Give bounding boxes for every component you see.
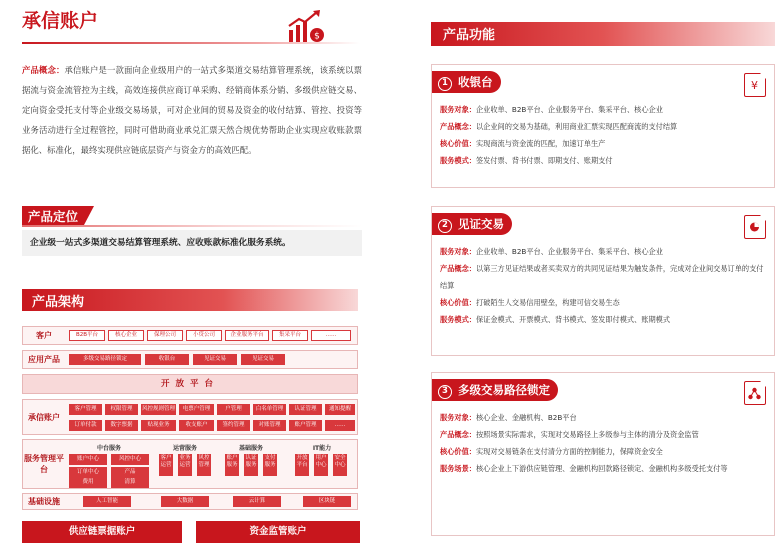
customers-label: 客户 [36,331,52,340]
functions-title: 产品功能 [443,28,496,43]
pie-doc-icon [744,215,766,239]
card-title [432,71,501,93]
card-line: 产品概念：按照场景实际需求，实现对交易路径上多级参与主体的清分及资金监管 [440,430,699,439]
feature-card-path-lock [431,372,775,536]
left-panel [0,0,375,559]
infra-chip: 区块链 [303,496,351,507]
module-chip: 认证管理 [289,404,322,415]
feature-card-cashier [431,64,775,188]
module-chip: 电票户管理 [179,404,214,415]
card-body [440,101,766,169]
card-title-text: 多级交易路径锁定 [458,383,550,397]
module-chip: 白名单管理 [253,404,286,415]
apps-label: 应用产品 [28,355,60,364]
card-line: 核心价值：打破陌生人交易信用壁垒，构建可信交易生态 [440,298,620,307]
page-title: 承信账户 [22,10,99,32]
module-chip: 数字票据 [105,420,138,431]
card-line: 服务模式：保证金模式、开票模式、背书模式、签发即付模式、账期模式 [440,315,671,324]
architecture-header [22,289,358,311]
service-chip: 账户服务 [225,454,239,476]
customer-chip: 核心企业 [108,330,144,341]
infra-chip: 云计算 [233,496,281,507]
module-chip: 户管理 [217,404,250,415]
card-body [440,409,766,477]
customer-chip: 小贷公司 [186,330,222,341]
infra-row [22,493,358,510]
right-panel [425,0,779,559]
app-chip: 多级交易路径锁定 [69,354,141,365]
card-number: 2 [438,219,452,233]
card-title [432,213,512,235]
service-chip: 客户运营 [159,454,173,476]
chengxin-row [22,399,358,435]
service-chip: 用户中心 [314,454,328,476]
group-title: IT能力 [312,445,332,452]
customer-chip: 集采平台 [272,330,308,341]
module-chip: 签约管理 [217,420,250,431]
customer-chip: …… [311,330,351,341]
intro-text: 承信账户是一款面向企业级用户的一站式多渠道交易结算管理系统，该系统以票据流与资金流管控为主线，高效连接供应商订单采购、经销商体系分销、多级供应链交易、定向资金受托支付等企业级交易场景，可对企业间的贸易及资金的收付结算、管控、投资等业务活动进行全过程管控，同时可借助商业承兑汇票天然合规优势帮助企业实现应收账款票据化、标准化，最终实现供应链底层资产与资金方的高效匹配。 [22,65,363,155]
functions-header [431,22,775,46]
service-chip: 订单中心 [69,467,107,478]
module-chip: 风控规则管理 [141,404,176,415]
card-body [440,243,766,328]
service-chip: 风控管理 [197,454,211,476]
customer-chip: 企业服务平台 [225,330,269,341]
service-chip: 清算 [111,477,149,488]
app-chip: 收银台 [145,354,189,365]
open-platform-bar: 开放平台 [22,374,358,394]
card-line: 核心价值：实现商流与资金流的匹配，加速订单生产 [440,139,606,148]
infra-chip: 人工智能 [83,496,131,507]
service-chip: 风控中心 [111,454,149,465]
service-row [22,439,358,489]
card-number: 3 [438,385,452,399]
service-label: 服务管理平台 [24,454,64,474]
infra-chip: 大数据 [161,496,209,507]
group-title: 基础服务 [238,445,263,452]
module-chip: 收支账户 [179,420,214,431]
service-chip: 安全中心 [333,454,347,476]
service-chip: 产品 [111,467,149,478]
currency-doc-icon [744,73,766,97]
group-title: 中台服务 [96,445,121,452]
module-chip: 权限管理 [105,404,138,415]
customer-chip: B2B平台 [69,330,105,341]
svg-text:¥: ¥ [751,79,758,92]
card-number: 1 [438,77,452,91]
intro-paragraph [22,60,362,160]
group-title: 运营服务 [172,445,197,452]
card-line: 产品概念：以企业间的交易为基础，利用商业汇票实现匹配商流的支付结算 [440,122,678,131]
card-title-text: 见证交易 [458,217,504,231]
svg-text:$: $ [314,31,320,42]
positioning-tag: 产品定位 [22,206,84,225]
card-line: 服务对象：企业收单、B2B平台、企业服务平台、集采平台、核心企业 [440,247,663,256]
card-line: 服务对象：企业收单、B2B平台、企业服务平台、集采平台、核心企业 [440,105,663,114]
apps-row [22,350,358,369]
service-chip: 认证服务 [244,454,258,476]
app-chip: 见证交易 [241,354,285,365]
service-chip: 开放平台 [295,454,309,476]
intro-label: 产品概念： [22,65,65,75]
module-chip: 通知提醒 [325,404,355,415]
positioning-divider [22,225,362,227]
card-line: 产品概念：以第三方见证结果或者买卖双方的共同见证结果为触发条件，完成对企业间交易订单的支付结算 [440,264,764,290]
card-line: 服务对象：核心企业、金融机构、B2B平台 [440,413,577,422]
module-chip: 账户管理 [289,420,322,431]
module-chip: 订单付款 [69,420,102,431]
title-divider [22,42,360,44]
supply-chain-account-button[interactable]: 供应链票据账户 [22,521,182,543]
fund-supervision-account-button[interactable]: 资金监管账户 [196,521,360,543]
app-chip: 见证交易 [193,354,237,365]
card-line: 服务场景：核心企业上下游供应链管理、金融机构回款路径锁定、金融机构多级受托支付等 [440,464,728,473]
card-line: 核心价值：实现对交易链条在支付清分方面的控制能力，保障资金安全 [440,447,663,456]
growth-chart-icon [287,10,327,44]
customer-chip: 保理公司 [147,330,183,341]
card-line: 服务模式：签发付票、背书付票、即期支付、账期支付 [440,156,613,165]
card-title [432,379,558,401]
customers-row [22,326,358,345]
module-chip: …… [325,420,355,431]
service-chip: 账户中心 [69,454,107,465]
module-chip: 对账管理 [253,420,286,431]
architecture-tag: 产品架构 [32,295,85,310]
network-doc-icon [744,381,766,405]
feature-card-witness [431,206,775,356]
infra-label: 基础设施 [28,497,60,506]
card-title-text: 收银台 [458,75,493,89]
service-chip: 费用 [69,477,107,488]
module-chip: 贴现业务 [141,420,176,431]
module-chip: 客户管理 [69,404,102,415]
service-chip: 支付服务 [263,454,277,476]
chengxin-label: 承信账户 [28,412,60,422]
service-chip: 业务运营 [178,454,192,476]
positioning-text: 企业级一站式多渠道交易结算管理系统、应收账款标准化服务系统。 [22,230,362,256]
